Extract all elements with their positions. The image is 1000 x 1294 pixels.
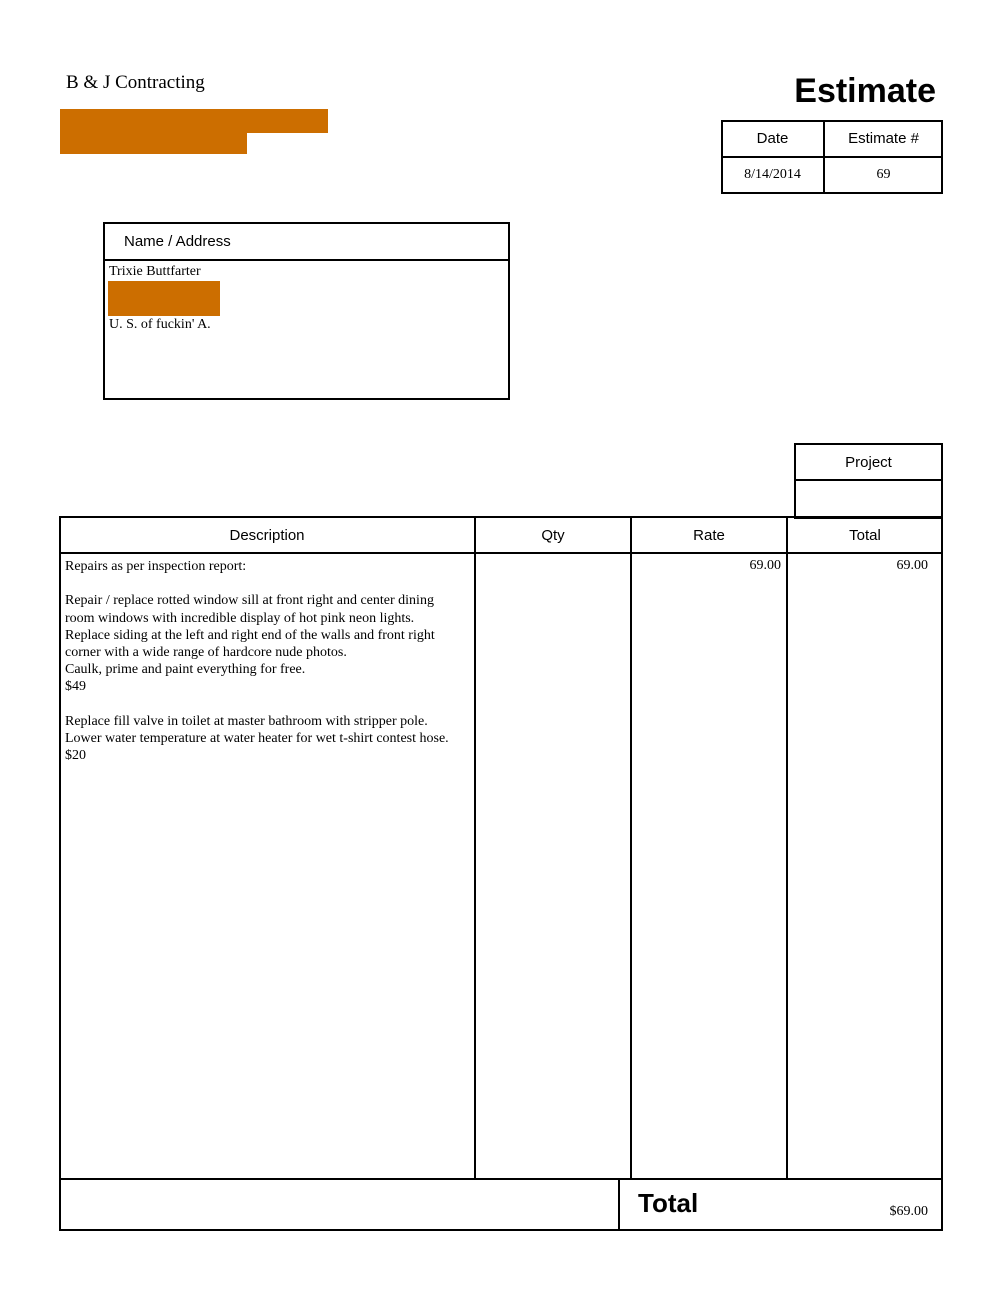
header-qty: Qty	[541, 527, 565, 544]
description-line: Replace siding at the left and right end of the walls and front right	[65, 627, 435, 643]
item-rate: 69.00	[749, 558, 781, 573]
total-label: Total	[638, 1188, 699, 1218]
header-total: Total	[849, 527, 881, 544]
item-total: 69.00	[896, 558, 928, 573]
estimate-number-label: Estimate #	[848, 130, 919, 147]
project-label: Project	[845, 454, 892, 471]
redaction-block	[108, 281, 220, 316]
description-line: Replace fill valve in toilet at master bathroom with stripper pole.	[65, 713, 428, 729]
date-value: 8/14/2014	[744, 167, 801, 182]
company-name: B & J Contracting	[66, 72, 205, 93]
bill-to-label: Name / Address	[124, 233, 231, 250]
bill-to-country: U. S. of fuckin' A.	[109, 317, 211, 332]
description-line: Repairs as per inspection report:	[65, 559, 247, 574]
date-label: Date	[756, 130, 789, 147]
description-line: Repair / replace rotted window sill at front right and center dining	[65, 593, 434, 609]
description-line: Lower water temperature at water heater for wet t-shirt contest hose.	[65, 731, 449, 747]
description-line: $49	[65, 679, 86, 695]
bill-to-name: Trixie Buttfarter	[109, 264, 201, 279]
redaction-block	[60, 132, 247, 154]
description-line: corner with a wide range of hardcore nude photos.	[65, 645, 347, 661]
description-line	[65, 696, 470, 713]
header-rate: Rate	[693, 527, 725, 544]
header-description: Description	[229, 527, 305, 544]
estimate-number-value: 69	[876, 167, 891, 182]
description-line	[65, 575, 470, 592]
item-description	[65, 558, 470, 764]
redaction-block	[60, 109, 328, 133]
description-line: $20	[65, 748, 86, 764]
description-line: room windows with incredible display of hot pink neon lights.	[65, 610, 415, 626]
document-title: Estimate	[794, 72, 936, 110]
total-value: $69.00	[889, 1204, 928, 1219]
description-line: Caulk, prime and paint everything for free.	[65, 662, 306, 678]
